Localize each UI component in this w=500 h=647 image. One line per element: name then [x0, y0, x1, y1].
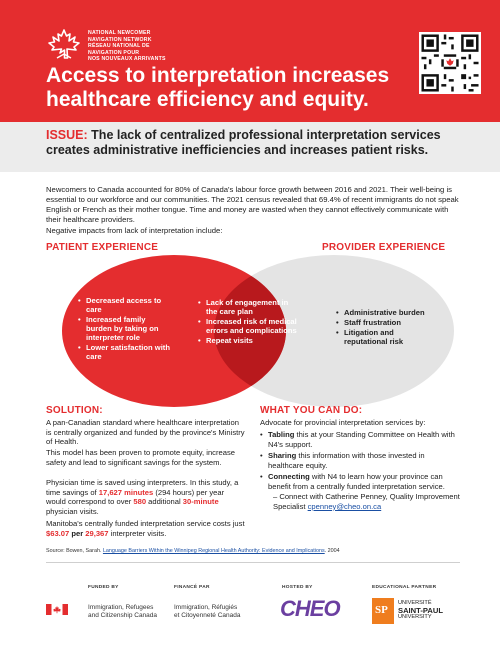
action-list: [260, 430, 460, 494]
negative-impacts-intro: Negative impacts from lack of interpretation include:: [46, 226, 223, 235]
provider-experience-list: [336, 308, 436, 347]
list-item: • Decreased access to care: [78, 296, 170, 314]
solution-paragraph-1: A pan-Canadian standard where healthcare interpretation is centrally organized and funded by the province's Ministry of Health.: [46, 418, 245, 447]
text-span: interpreter visits.: [108, 528, 167, 538]
funded-by-label: FUNDED BY: [88, 585, 119, 590]
solution-heading: SOLUTION:: [46, 405, 103, 416]
source-prefix: Source: Bowen, Sarah.: [46, 548, 103, 554]
contact-text: – Connect with Catherine Penney, Quality Improvement Specialist: [273, 492, 460, 511]
ircc-en-line-2: and Citizenship Canada: [88, 611, 158, 619]
organization-name: [88, 30, 208, 63]
action-verb: Connecting: [268, 472, 310, 482]
usp-line-1: UNIVERSITÉ: [398, 600, 432, 606]
action-verb: Sharing: [268, 451, 297, 461]
hosted-by-label: HOSTED BY: [282, 585, 313, 590]
issue-text: The lack of centralized professional interpretation services creates administrative inefficiencies and increases patient risks.: [46, 128, 441, 157]
ircc-name-fr: [174, 604, 241, 619]
provider-experience-heading: PROVIDER EXPERIENCE: [322, 242, 446, 253]
stat-30-minute: 30-minute: [182, 497, 219, 507]
contact-line: [273, 492, 463, 511]
usp-name: [398, 600, 443, 621]
usp-logo-icon: [372, 598, 394, 624]
stat-minutes: 17,627 minutes: [98, 487, 154, 497]
contact-email-link[interactable]: cpenney@cheo.on.ca: [307, 501, 382, 511]
footer-divider: [46, 562, 460, 563]
solution-paragraph-2: This model has been proven to promote equity, increase safety and lead to significant savings for the system.: [46, 448, 235, 467]
cheo-logo: CHEO: [280, 596, 340, 621]
source-suffix: . 2004: [324, 548, 340, 554]
stat-interpreter-visits: 29,367: [85, 528, 109, 538]
org-name-fr-2: NAVIGATION POUR: [88, 49, 140, 56]
list-item: • Litigation and reputational risk: [336, 328, 436, 346]
intro-paragraph: Newcomers to Canada accounted for 80% of Canada's labour force growth between 2016 and 2021. Their well-being is essential to our workforce and our communities. The 2021 census revealed that 69.4% of recent immigrants do not speak English or French as their mother tongue. Time and money are wasted when they cannot effectively communicate with their healthcare providers.: [46, 185, 459, 224]
what-you-can-do-heading: WHAT YOU CAN DO:: [260, 405, 363, 416]
page-title: Access to interpretation increases healthcare efficiency and equity.: [46, 64, 390, 111]
source-link[interactable]: Language Barriers Within the Winnipeg Regional Health Authority: Evidence and Implications: [102, 548, 325, 554]
text-span: Manitoba's centrally funded interpretation service costs just: [46, 519, 245, 528]
text-span: per: [69, 528, 86, 538]
action-text: this information with those invested in healthcare equity.: [268, 451, 425, 470]
list-item: • Increased family burden by taking on interpreter role: [78, 315, 170, 342]
stat-visits: 580: [133, 497, 147, 507]
what-you-can-do-intro: Advocate for provincial interpretation services by:: [260, 418, 426, 427]
usp-line-2: SAINT-PAUL: [398, 606, 443, 615]
text-span: additional: [146, 497, 183, 507]
ircc-fr-line-2: et Citoyenneté Canada: [174, 611, 241, 619]
list-item: [260, 472, 460, 491]
ircc-fr-line-1: Immigration, Réfugiés: [174, 604, 238, 611]
usp-line-3: UNIVERSITY: [398, 614, 432, 620]
action-text: this at your Standing Committee on Health with N4's support.: [268, 430, 455, 449]
list-item: • Lower satisfaction with care: [78, 343, 170, 361]
list-item: [260, 430, 460, 449]
ircc-name-en: [88, 604, 157, 619]
text-span: physician visits.: [46, 506, 99, 516]
org-name-fr-1: RÉSEAU NATIONAL DE: [88, 43, 150, 50]
list-item: • Increased risk of medical errors and complications: [198, 317, 300, 335]
org-name-fr-3: NOS NOUVEAUX ARRIVANTS: [88, 56, 166, 63]
org-name-en-1: NATIONAL NEWCOMER: [88, 30, 151, 36]
list-item: [260, 451, 460, 470]
action-text: with N4 to learn how your province can benefit from a centrally funded interpretation service.: [268, 472, 445, 491]
solution-paragraph-4: [46, 519, 246, 538]
list-item: • Lack of engagement in the care plan: [198, 298, 300, 316]
org-name-en-2: NAVIGATION NETWORK: [88, 36, 152, 43]
text-span: (294 hours) per year would correspond to over: [46, 487, 225, 507]
ircc-en-line-1: Immigration, Refugees: [88, 604, 154, 611]
maple-leaf-logo-icon: [46, 28, 82, 64]
source-citation: [46, 548, 340, 554]
finance-par-label: FINANCÉ PAR: [174, 585, 210, 590]
issue-label: ISSUE:: [46, 128, 88, 142]
list-item: • Staff frustration: [336, 318, 436, 327]
patient-experience-list: [78, 296, 170, 362]
list-item: • Repeat visits: [198, 336, 300, 345]
text-span: Physician time is saved using interpreters. In this study, a time savings of: [46, 478, 239, 497]
educational-partner-label: EDUCATIONAL PARTNER: [372, 585, 437, 590]
action-verb: Tabling: [268, 430, 295, 439]
solution-paragraph-3: [46, 478, 246, 516]
usp-logo-letters: SP: [375, 604, 388, 616]
qr-code-icon[interactable]: [419, 32, 481, 94]
stat-cost: $63.07: [46, 528, 70, 538]
issue-statement: [46, 128, 466, 158]
patient-experience-heading: PATIENT EXPERIENCE: [46, 242, 159, 253]
shared-experience-list: [198, 298, 300, 346]
canada-flag-icon: [46, 604, 68, 615]
list-item: • Administrative burden: [336, 308, 436, 317]
